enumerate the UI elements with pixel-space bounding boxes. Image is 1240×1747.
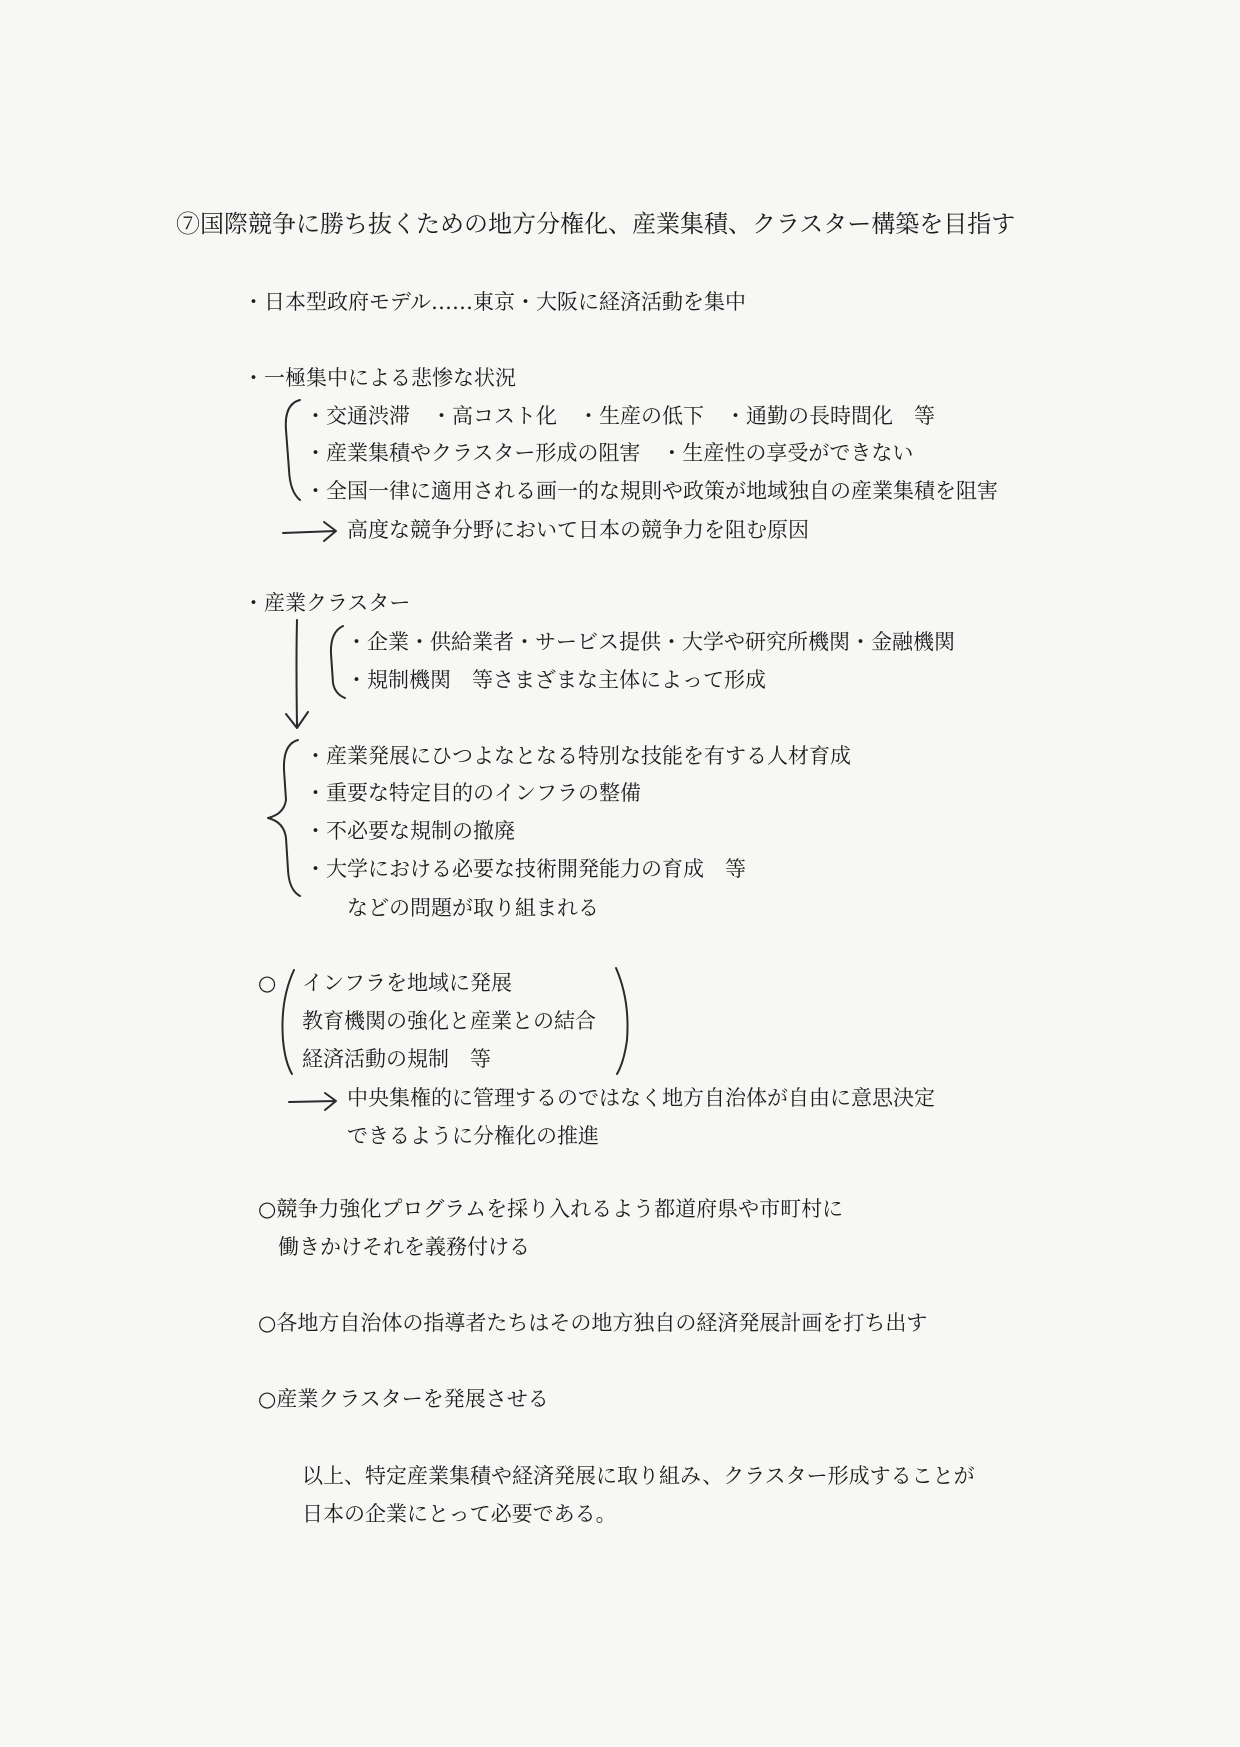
left-brace	[331, 626, 345, 698]
cluster-issue-item: ・重要な特定目的のインフラの整備	[305, 781, 641, 805]
decentralization-item: 教育機関の強化と産業との結合	[302, 1009, 596, 1033]
right-arrow	[283, 522, 336, 541]
page-title: ⑦国際競争に勝ち抜くための地方分権化、産業集積、クラスター構築を目指す	[176, 210, 1016, 238]
cluster-heading: ・産業クラスター	[243, 591, 411, 615]
curly-brace	[268, 740, 300, 896]
point-competitiveness: ○競争力強化プログラムを採り入れるよう都道府県や市町村に	[258, 1197, 844, 1221]
cluster-formation-item: ・規制機関 等さまざまな主体によって形成	[346, 668, 766, 692]
decentralization-item: インフラを地域に発展	[302, 971, 512, 995]
right-arrow	[289, 1093, 336, 1110]
cluster-issues-tail: などの問題が取り組まれる	[347, 896, 599, 920]
cluster-issue-item: ・産業発展にひつよなとなる特別な技能を有する人材育成	[305, 744, 851, 768]
down-arrow	[286, 620, 308, 728]
right-paren	[616, 968, 628, 1074]
concentration-item: ・産業集積やクラスター形成の阻害 ・生産性の享受ができない	[305, 441, 914, 465]
concentration-heading: ・一極集中による悲惨な状況	[243, 366, 516, 390]
cluster-issue-item: ・不必要な規制の撤廃	[305, 819, 515, 843]
decentralization-result: できるように分権化の推進	[347, 1124, 599, 1148]
left-brace	[286, 400, 300, 500]
bullet-circle: ○	[258, 971, 277, 995]
point-competitiveness-cont: 働きかけそれを義務付ける	[278, 1235, 530, 1259]
conclusion-line: 日本の企業にとって必要である。	[302, 1502, 617, 1526]
point-develop-clusters: ○産業クラスターを発展させる	[258, 1387, 549, 1411]
concentration-item: ・全国一律に適用される画一的な規則や政策が地域独自の産業集積を阻害	[305, 479, 998, 503]
cluster-formation-item: ・企業・供給業者・サービス提供・大学や研究所機関・金融機関	[346, 630, 955, 654]
point-local-plans: ○各地方自治体の指導者たちはその地方独自の経済発展計画を打ち出す	[258, 1311, 928, 1335]
concentration-item: ・交通渋滞 ・高コスト化 ・生産の低下 ・通勤の長時間化 等	[305, 404, 935, 428]
cluster-issue-item: ・大学における必要な技術開発能力の育成 等	[305, 857, 746, 881]
government-model-line: ・日本型政府モデル……東京・大阪に経済活動を集中	[243, 290, 746, 314]
conclusion-line: 以上、特定産業集積や経済発展に取り組み、クラスター形成することが	[302, 1464, 975, 1488]
left-paren	[282, 970, 294, 1074]
decentralization-result: 中央集権的に管理するのではなく地方自治体が自由に意思決定	[347, 1086, 935, 1110]
decentralization-item: 経済活動の規制 等	[302, 1047, 491, 1071]
concentration-result: 高度な競争分野において日本の競争力を阻む原因	[347, 518, 809, 542]
